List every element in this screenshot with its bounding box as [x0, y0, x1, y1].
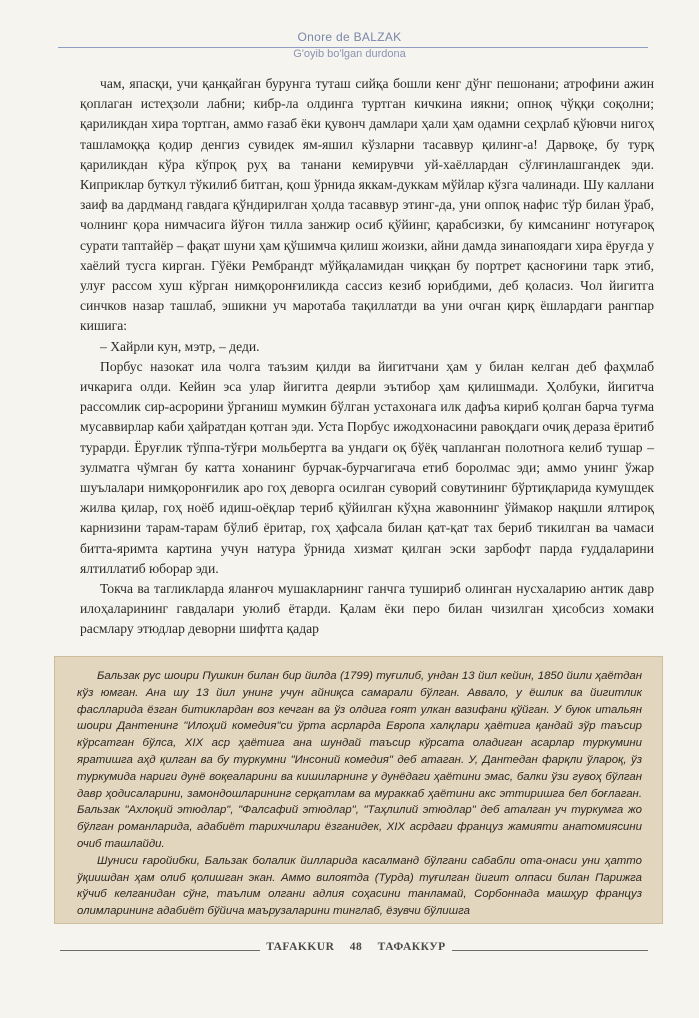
- page-number: 48: [349, 941, 363, 953]
- sidebar-paragraph: Бальзак рус шоири Пушкин билан бир йилда (1799) туғилиб, ундан 13 йил кейин, 1850 йили ҳаётдан кўз юмган. Ана шу 13 йил унинг учун айниқса самарали бўлган. Аввало, у ёшлик ва йигитлик фаслларида ёзган битиклардан воз кечган ва ўз олдига ғоят улкан вазифани қўйган. У буюк итальян шоири Дантенинг "Илоҳий комедия"си ўрта асрларда Европа халқлари ҳаётига қандай зўр таъсир кўрсатган бўлса, XIX аср ҳаётига ана шундай таъсир кўрсата оладиган асарлар туркумини яратишга аҳд қилган ва бу туркумни "Инсоний комедия" деб атаган. У, Дантедан фарқли ўлароқ, ўз туркумида нариги дунё воқеаларини ва кишиларнинг у дунёдаги ҳаётини эмас, балки ўзи гувоҳ бўлган давр ҳодисаларини, замондошларининг серқатлам ва мураккаб ҳаётини акс эттиришга бел боғлаган. Бальзак "Ахлоқий этюдлар", "Фалсафий этюдлар", "Таҳлилий этюдлар" деб аталган уч туркумга жо бўлган романларида, адабиёт тарихчилари ёзганидек, XIX асрдаги француз жамияти анатомиясини очиб ташлайди.: [77, 670, 642, 850]
- footer-label: [260, 941, 452, 953]
- article-body: [80, 74, 654, 640]
- footer-journal-latin: TAFAKKUR: [266, 941, 335, 953]
- running-header-author: Onore de BALZAK: [297, 30, 402, 44]
- footer-rule-right: [452, 950, 648, 951]
- body-paragraph: чам, япасқи, учи қанқайган бурунга туташ сийқа бошли кенг дўнг пешонани; атрофини ажин қоплаган истеҳзоли лабни; кибр-ла олдинга туртган кичкина иякни; опноқ чўққи соқолни; қариликдан хира тортган, аммо ғазаб ёки қувонч дамлари ҳали ҳам одамни сеҳрлаб қўювчи нигоҳ ташламоққа қодир денгиз сувидек ям-яшил кўзларни тасаввур қилинг-а! Дарвоқе, бу турқ қариликдан кўра кўпроқ руҳ ва танани кемирувчи уй-хаёллардан сўлғинлашгандек эди. Киприклар буткул тўкилиб битган, қош ўрнида яккам-дуккам мўйлар кўзга чалинади. Шу каллани заиф ва дардманд гавдага қўндирилган ҳолда тасаввур этинг-да, уни оппоқ нафис тўр билан ўраб, чолнинг қора нимчасига йўғон тилла занжир осиб қўйинг, қарабсизки, бу кимсанинг нотуғароқ сурати таптайёр – фақат шуни ҳам қўшимча қилиш жоизки, айни дамда зинапоядаги хира ёруғда у хаёлий тусга кирган. Гўёки Рембрандт мўйқаламидан чиққан бу портрет қаснoғини тарк этиб, улуғ рассом хуш кўрган нимқоронғиликда сассиз кезиб юрибдими, деб қоласиз. Чол йигитга синчков назар ташлаб, эшикни уч маротаба тақиллатди ва уни очган қирқ ёшлардаги рангпар кишига:: [80, 76, 654, 334]
- biography-sidebar: [54, 656, 663, 924]
- sidebar-paragraph: Шуниси ғаройибки, Бальзак болалик йилларида касалманд бўлгани сабабли ота-онаси уни ҳатто ўқиишдан ҳам олиб қолишган экан. Аммо вилоятда (Турда) туғилган йигит олпаси билан Парижга кўчиб келганидан сўнг, таълим олгани адлия соҳасини танламай, Сорбоннада машҳур француз олимларининг адабиёт бўйича маърузаларини тинглаб, ёзувчи бўлишга: [77, 854, 642, 918]
- body-paragraph: Порбус назокат ила чолга таъзим қилди ва йигитчани ҳам у билан келган деб фаҳмлаб ичкарига олди. Кейин эса улар йигитга деярли эътибор ҳам қилишмади. Ҳолбуки, йигитча рассомлик сир-асрорини ўрганиш мумкин бўлган устахонага илк дафъа кириб қолган барча туғма мусаввирлар каби ҳайратдан қотган эди. Уста Порбус ижодхонасини равоқдаги очиқ дераза ёритиб турарди. Ёруғлик тўппа-тўғри мольбертга ва ундаги оқ бўёқ чапланган полотнога келиб тушар – зулматга чўмган бу катта хонанинг бурчак-бурчагигача етиб боролмас эди; аммо унинг ўжар шуълалари нимқоронғилик аро гоҳ деворга осилган суворий совутининг бўртиқларида кумушдек жилва қилар, гоҳ ноёб идиш-оёқлар териб қўйилган кўҳна жавоннинг ўймакор нақшли ялтироқ карнизини тарам-тарам бўлиб ёритар, гоҳ ҳафсала билан қат-қат тах бериб тикилган ва чамаси битта-яримта картина учун натура ўрнида хизмат қилган эски зарбофт парда ғуддаларини ялтиллатиб юборар эди.: [80, 358, 654, 576]
- page-footer: [60, 941, 648, 961]
- footer-journal-cyrillic: ТАФАККУР: [377, 941, 446, 953]
- footer-rule-left: [60, 950, 260, 951]
- dialogue-line: – Хайрли кун, мэтр, – деди.: [100, 338, 260, 354]
- running-header-title: G'oyib bo'lgan durdona: [293, 48, 406, 60]
- body-paragraph: Токча ва тагликларда яланғоч мушакларнинг ганчга тушириб олинган нусхаларию антик давр илоҳаларининг гавдалари уюлиб ётарди. Қалам ёки перо билан чизилган ҳисобсиз хомаки расмлару этюдлар деворни шифтга қадар: [80, 581, 654, 637]
